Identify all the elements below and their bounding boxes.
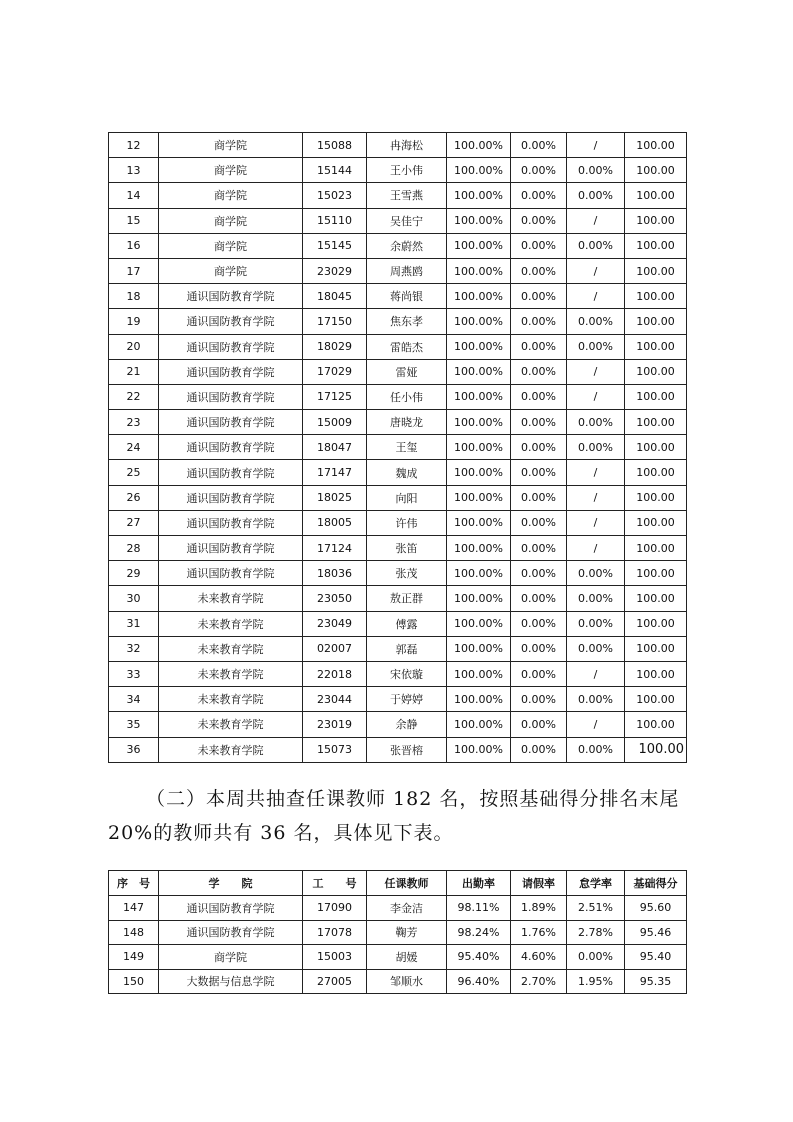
- cell-idle-rate: 0.00%: [567, 435, 625, 460]
- table-row: [109, 233, 687, 258]
- cell-staff-id: 15145: [303, 233, 367, 258]
- cell-attendance-rate: 100.00%: [447, 183, 511, 208]
- cell-attendance-rate: 95.40%: [447, 945, 511, 970]
- cell-idle-rate: 2.78%: [567, 920, 625, 945]
- table-row: [109, 536, 687, 561]
- table-row: [109, 687, 687, 712]
- cell-staff-id: 17124: [303, 536, 367, 561]
- cell-leave-rate: 0.00%: [511, 536, 567, 561]
- table-row: [109, 334, 687, 359]
- cell-index: 148: [109, 920, 159, 945]
- cell-staff-id: 18036: [303, 561, 367, 586]
- cell-idle-rate: 2.51%: [567, 896, 625, 921]
- cell-idle-rate: 0.00%: [567, 233, 625, 258]
- cell-staff-id: 17150: [303, 309, 367, 334]
- cell-teacher: 邹顺水: [367, 969, 447, 994]
- cell-college: 未来教育学院: [159, 586, 303, 611]
- cell-index: 25: [109, 460, 159, 485]
- cell-college: 未来教育学院: [159, 712, 303, 737]
- cell-staff-id: 18025: [303, 485, 367, 510]
- cell-attendance-rate: 100.00%: [447, 435, 511, 460]
- table-row: [109, 636, 687, 661]
- cell-leave-rate: 1.89%: [511, 896, 567, 921]
- header-base-score: 基础得分: [625, 871, 687, 896]
- cell-teacher: 鞠芳: [367, 920, 447, 945]
- cell-teacher: 于婷婷: [367, 687, 447, 712]
- cell-college: 通识国防教育学院: [159, 435, 303, 460]
- cell-index: 24: [109, 435, 159, 460]
- cell-attendance-rate: 100.00%: [447, 687, 511, 712]
- cell-staff-id: 17147: [303, 460, 367, 485]
- cell-idle-rate: /: [567, 661, 625, 686]
- table-row: [109, 133, 687, 158]
- cell-idle-rate: /: [567, 384, 625, 409]
- cell-idle-rate: 0.00%: [567, 586, 625, 611]
- cell-base-score: 100.00: [625, 712, 687, 737]
- cell-college: 通识国防教育学院: [159, 309, 303, 334]
- cell-leave-rate: 0.00%: [511, 359, 567, 384]
- cell-college: 商学院: [159, 258, 303, 283]
- table-row: [109, 969, 687, 994]
- table-row: [109, 258, 687, 283]
- cell-attendance-rate: 100.00%: [447, 208, 511, 233]
- cell-attendance-rate: 98.11%: [447, 896, 511, 921]
- header-attendance-rate: 出勤率: [447, 871, 511, 896]
- cell-base-score: 100.00: [625, 636, 687, 661]
- cell-teacher: 任小伟: [367, 384, 447, 409]
- cell-index: 30: [109, 586, 159, 611]
- cell-staff-id: 22018: [303, 661, 367, 686]
- cell-index: 35: [109, 712, 159, 737]
- cell-leave-rate: 0.00%: [511, 712, 567, 737]
- cell-college: 通识国防教育学院: [159, 284, 303, 309]
- cell-college: 商学院: [159, 233, 303, 258]
- cell-attendance-rate: 100.00%: [447, 661, 511, 686]
- cell-leave-rate: 0.00%: [511, 284, 567, 309]
- cell-base-score: 100.00: [625, 334, 687, 359]
- cell-idle-rate: 0.00%: [567, 158, 625, 183]
- cell-base-score: 100.00: [625, 510, 687, 535]
- cell-base-score: 95.35: [625, 969, 687, 994]
- cell-attendance-rate: 100.00%: [447, 611, 511, 636]
- cell-base-score: 100.00: [625, 133, 687, 158]
- table-row: [109, 435, 687, 460]
- cell-leave-rate: 0.00%: [511, 208, 567, 233]
- cell-leave-rate: 0.00%: [511, 485, 567, 510]
- cell-attendance-rate: 100.00%: [447, 258, 511, 283]
- cell-staff-id: 15144: [303, 158, 367, 183]
- cell-attendance-rate: 100.00%: [447, 636, 511, 661]
- cell-teacher: 傅露: [367, 611, 447, 636]
- cell-college: 商学院: [159, 945, 303, 970]
- cell-base-score: 100.00: [625, 485, 687, 510]
- cell-leave-rate: 0.00%: [511, 410, 567, 435]
- cell-base-score: 100.00: [625, 611, 687, 636]
- cell-attendance-rate: 100.00%: [447, 133, 511, 158]
- table-row: [109, 611, 687, 636]
- cell-college: 未来教育学院: [159, 636, 303, 661]
- cell-index: 13: [109, 158, 159, 183]
- cell-idle-rate: /: [567, 460, 625, 485]
- cell-index: 34: [109, 687, 159, 712]
- cell-base-score: 100.00: [625, 460, 687, 485]
- cell-attendance-rate: 100.00%: [447, 233, 511, 258]
- cell-index: 16: [109, 233, 159, 258]
- cell-staff-id: 15088: [303, 133, 367, 158]
- cell-leave-rate: 0.00%: [511, 636, 567, 661]
- cell-idle-rate: 0.00%: [567, 611, 625, 636]
- cell-attendance-rate: 100.00%: [447, 359, 511, 384]
- cell-leave-rate: 0.00%: [511, 309, 567, 334]
- cell-teacher: 郭磊: [367, 636, 447, 661]
- cell-index: 12: [109, 133, 159, 158]
- cell-index: 26: [109, 485, 159, 510]
- cell-teacher: 宋依璇: [367, 661, 447, 686]
- cell-leave-rate: 0.00%: [511, 510, 567, 535]
- cell-leave-rate: 0.00%: [511, 334, 567, 359]
- cell-college: 通识国防教育学院: [159, 510, 303, 535]
- cell-index: 31: [109, 611, 159, 636]
- cell-college: 通识国防教育学院: [159, 359, 303, 384]
- cell-teacher: 胡媛: [367, 945, 447, 970]
- table-row: [109, 485, 687, 510]
- cell-attendance-rate: 100.00%: [447, 536, 511, 561]
- cell-attendance-rate: 100.00%: [447, 737, 511, 762]
- cell-staff-id: 15073: [303, 737, 367, 762]
- cell-teacher: 张笛: [367, 536, 447, 561]
- cell-college: 未来教育学院: [159, 737, 303, 762]
- cell-college: 商学院: [159, 133, 303, 158]
- cell-attendance-rate: 100.00%: [447, 158, 511, 183]
- cell-index: 18: [109, 284, 159, 309]
- cell-base-score: 100.00: [625, 258, 687, 283]
- header-teacher: 任课教师: [367, 871, 447, 896]
- cell-teacher: 王小伟: [367, 158, 447, 183]
- cell-leave-rate: 2.70%: [511, 969, 567, 994]
- cell-teacher: 张茂: [367, 561, 447, 586]
- cell-staff-id: 23019: [303, 712, 367, 737]
- cell-base-score: 100.00: [625, 435, 687, 460]
- cell-college: 商学院: [159, 208, 303, 233]
- cell-base-score: 100.00: [625, 284, 687, 309]
- cell-base-score: 100.00: [625, 536, 687, 561]
- cell-attendance-rate: 96.40%: [447, 969, 511, 994]
- cell-leave-rate: 0.00%: [511, 384, 567, 409]
- cell-college: 商学院: [159, 183, 303, 208]
- cell-base-score: 100.00: [625, 561, 687, 586]
- table-row: [109, 359, 687, 384]
- cell-teacher: 周燕鸥: [367, 258, 447, 283]
- cell-idle-rate: /: [567, 485, 625, 510]
- cell-index: 29: [109, 561, 159, 586]
- cell-base-score: 95.60: [625, 896, 687, 921]
- header-staff-id: 工 号: [303, 871, 367, 896]
- cell-attendance-rate: 100.00%: [447, 510, 511, 535]
- cell-college: 通识国防教育学院: [159, 460, 303, 485]
- cell-idle-rate: 0.00%: [567, 309, 625, 334]
- cell-leave-rate: 0.00%: [511, 687, 567, 712]
- cell-idle-rate: 0.00%: [567, 410, 625, 435]
- cell-base-score: 100.00: [625, 384, 687, 409]
- cell-base-score: 100.00: [625, 183, 687, 208]
- header-college: 学 院: [159, 871, 303, 896]
- cell-index: 21: [109, 359, 159, 384]
- cell-base-score: 100.00: [625, 586, 687, 611]
- cell-staff-id: 23049: [303, 611, 367, 636]
- cell-idle-rate: /: [567, 536, 625, 561]
- cell-college: 通识国防教育学院: [159, 334, 303, 359]
- table-row: [109, 712, 687, 737]
- cell-staff-id: 18045: [303, 284, 367, 309]
- attendance-table-top: [108, 132, 687, 763]
- cell-leave-rate: 0.00%: [511, 561, 567, 586]
- cell-index: 33: [109, 661, 159, 686]
- cell-staff-id: 23044: [303, 687, 367, 712]
- table-row: [109, 945, 687, 970]
- cell-leave-rate: 0.00%: [511, 586, 567, 611]
- cell-index: 28: [109, 536, 159, 561]
- cell-teacher: 李金洁: [367, 896, 447, 921]
- cell-staff-id: 17125: [303, 384, 367, 409]
- cell-staff-id: 23029: [303, 258, 367, 283]
- paragraph-line-1: （二）本周共抽查任课教师 182 名，按照基础得分排名末尾: [146, 788, 680, 810]
- cell-idle-rate: 0.00%: [567, 687, 625, 712]
- cell-idle-rate: /: [567, 258, 625, 283]
- cell-leave-rate: 0.00%: [511, 233, 567, 258]
- header-index: 序 号: [109, 871, 159, 896]
- cell-base-score: 95.40: [625, 945, 687, 970]
- cell-leave-rate: 1.76%: [511, 920, 567, 945]
- cell-base-score: 100.00: [625, 309, 687, 334]
- cell-idle-rate: 0.00%: [567, 945, 625, 970]
- cell-index: 149: [109, 945, 159, 970]
- cell-idle-rate: /: [567, 208, 625, 233]
- cell-college: 通识国防教育学院: [159, 536, 303, 561]
- cell-index: 36: [109, 737, 159, 762]
- cell-attendance-rate: 100.00%: [447, 460, 511, 485]
- cell-attendance-rate: 100.00%: [447, 410, 511, 435]
- cell-base-score: 100.00: [625, 687, 687, 712]
- cell-index: 22: [109, 384, 159, 409]
- table-header-row: [109, 871, 687, 896]
- cell-leave-rate: 0.00%: [511, 183, 567, 208]
- paragraph-line-2: 20%的教师共有 36 名，具体见下表。: [108, 822, 454, 844]
- cell-attendance-rate: 100.00%: [447, 712, 511, 737]
- cell-teacher: 王雪燕: [367, 183, 447, 208]
- cell-attendance-rate: 100.00%: [447, 485, 511, 510]
- cell-index: 147: [109, 896, 159, 921]
- cell-leave-rate: 0.00%: [511, 158, 567, 183]
- cell-base-score: 100.00: [625, 410, 687, 435]
- cell-idle-rate: 0.00%: [567, 561, 625, 586]
- header-leave-rate: 请假率: [511, 871, 567, 896]
- cell-index: 14: [109, 183, 159, 208]
- cell-index: 19: [109, 309, 159, 334]
- cell-attendance-rate: 100.00%: [447, 384, 511, 409]
- cell-teacher: 许伟: [367, 510, 447, 535]
- cell-idle-rate: /: [567, 510, 625, 535]
- bottom-ranking-table: [108, 870, 687, 994]
- cell-index: 17: [109, 258, 159, 283]
- cell-college: 未来教育学院: [159, 687, 303, 712]
- cell-idle-rate: 0.00%: [567, 183, 625, 208]
- cell-staff-id: 17078: [303, 920, 367, 945]
- table-row: [109, 384, 687, 409]
- cell-idle-rate: /: [567, 284, 625, 309]
- cell-attendance-rate: 100.00%: [447, 586, 511, 611]
- cell-teacher: 余静: [367, 712, 447, 737]
- header-idle-rate: 怠学率: [567, 871, 625, 896]
- cell-idle-rate: 0.00%: [567, 636, 625, 661]
- cell-leave-rate: 0.00%: [511, 258, 567, 283]
- cell-teacher: 吴佳宁: [367, 208, 447, 233]
- cell-staff-id: 23050: [303, 586, 367, 611]
- cell-idle-rate: 1.95%: [567, 969, 625, 994]
- cell-teacher: 向阳: [367, 485, 447, 510]
- cell-base-score: 100.00: [625, 158, 687, 183]
- table-row: [109, 410, 687, 435]
- cell-staff-id: 15023: [303, 183, 367, 208]
- cell-base-score: 100.00: [625, 661, 687, 686]
- cell-leave-rate: 0.00%: [511, 435, 567, 460]
- cell-college: 商学院: [159, 158, 303, 183]
- cell-staff-id: 17029: [303, 359, 367, 384]
- table-row: [109, 510, 687, 535]
- cell-idle-rate: 0.00%: [567, 334, 625, 359]
- cell-college: 未来教育学院: [159, 661, 303, 686]
- table-row: [109, 661, 687, 686]
- table-row: [109, 920, 687, 945]
- cell-leave-rate: 0.00%: [511, 737, 567, 762]
- cell-teacher: 雷娅: [367, 359, 447, 384]
- cell-index: 27: [109, 510, 159, 535]
- table-row: [109, 737, 687, 762]
- cell-attendance-rate: 100.00%: [447, 561, 511, 586]
- cell-index: 150: [109, 969, 159, 994]
- cell-teacher: 焦东孝: [367, 309, 447, 334]
- cell-leave-rate: 0.00%: [511, 661, 567, 686]
- cell-staff-id: 15009: [303, 410, 367, 435]
- table-row: [109, 158, 687, 183]
- cell-attendance-rate: 100.00%: [447, 334, 511, 359]
- cell-idle-rate: /: [567, 359, 625, 384]
- cell-college: 通识国防教育学院: [159, 920, 303, 945]
- cell-base-score: 100.00: [625, 359, 687, 384]
- cell-teacher: 张晋榕: [367, 737, 447, 762]
- cell-attendance-rate: 98.24%: [447, 920, 511, 945]
- cell-college: 未来教育学院: [159, 611, 303, 636]
- table-row: [109, 561, 687, 586]
- body-paragraph: [108, 782, 708, 850]
- table-row: [109, 183, 687, 208]
- table-row: [109, 586, 687, 611]
- cell-teacher: 唐晓龙: [367, 410, 447, 435]
- cell-staff-id: 18047: [303, 435, 367, 460]
- cell-teacher: 余蔚然: [367, 233, 447, 258]
- cell-staff-id: 27005: [303, 969, 367, 994]
- cell-staff-id: 18005: [303, 510, 367, 535]
- table-row: [109, 460, 687, 485]
- cell-leave-rate: 0.00%: [511, 611, 567, 636]
- cell-college: 大数据与信息学院: [159, 969, 303, 994]
- cell-attendance-rate: 100.00%: [447, 284, 511, 309]
- cell-teacher: 蒋尚银: [367, 284, 447, 309]
- table-row: [109, 309, 687, 334]
- cell-index: 15: [109, 208, 159, 233]
- cell-base-score: 95.46: [625, 920, 687, 945]
- cell-idle-rate: /: [567, 133, 625, 158]
- cell-index: 20: [109, 334, 159, 359]
- cell-leave-rate: 0.00%: [511, 460, 567, 485]
- cell-college: 通识国防教育学院: [159, 410, 303, 435]
- cell-staff-id: 02007: [303, 636, 367, 661]
- table-row: [109, 284, 687, 309]
- cell-staff-id: 17090: [303, 896, 367, 921]
- cell-college: 通识国防教育学院: [159, 485, 303, 510]
- cell-staff-id: 18029: [303, 334, 367, 359]
- cell-leave-rate: 0.00%: [511, 133, 567, 158]
- cell-college: 通识国防教育学院: [159, 561, 303, 586]
- cell-staff-id: 15003: [303, 945, 367, 970]
- cell-base-score: 100.00: [625, 233, 687, 258]
- cell-teacher: 魏成: [367, 460, 447, 485]
- table-row: [109, 896, 687, 921]
- cell-base-score: 100.00: [625, 208, 687, 233]
- cell-index: 32: [109, 636, 159, 661]
- cell-teacher: 雷皓杰: [367, 334, 447, 359]
- cell-teacher: 王玺: [367, 435, 447, 460]
- cell-base-score: 100.00: [625, 737, 687, 762]
- cell-college: 通识国防教育学院: [159, 896, 303, 921]
- cell-college: 通识国防教育学院: [159, 384, 303, 409]
- cell-index: 23: [109, 410, 159, 435]
- cell-leave-rate: 4.60%: [511, 945, 567, 970]
- cell-attendance-rate: 100.00%: [447, 309, 511, 334]
- table-row: [109, 208, 687, 233]
- cell-staff-id: 15110: [303, 208, 367, 233]
- cell-teacher: 敖正群: [367, 586, 447, 611]
- cell-idle-rate: /: [567, 712, 625, 737]
- cell-idle-rate: 0.00%: [567, 737, 625, 762]
- cell-teacher: 冉海松: [367, 133, 447, 158]
